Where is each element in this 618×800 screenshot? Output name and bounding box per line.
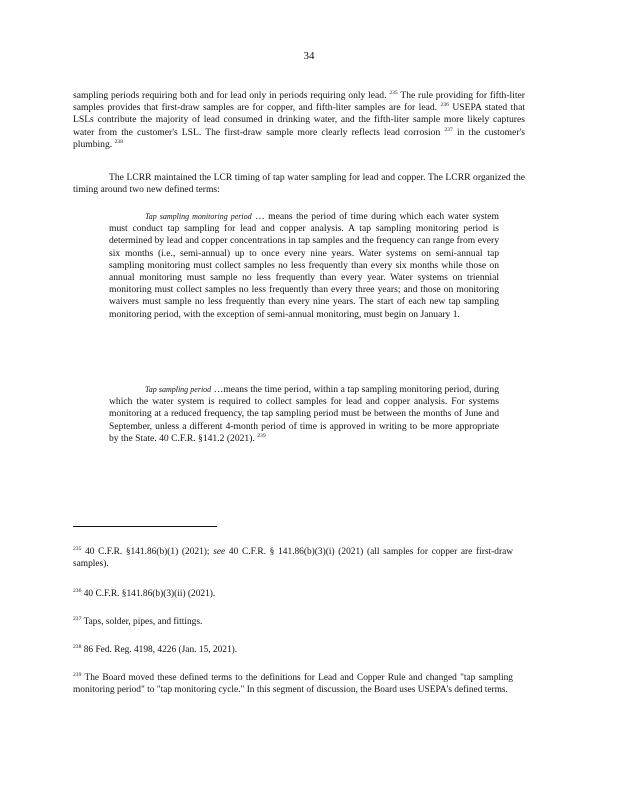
defined-term: Tap sampling monitoring period [145,212,252,221]
page-number: 34 [303,50,315,62]
footnote-235 [73,546,513,570]
footnote-239 [73,672,513,696]
footnote-236 [73,588,513,600]
block-quote-2 [109,384,499,445]
defined-term: Tap sampling period [145,385,212,394]
footnote-ref-239[interactable]: 239 [257,432,266,439]
footnote-number: 236 [73,588,82,594]
footnote-ref-237[interactable]: 237 [444,126,453,133]
footnote-text: Taps, solder, pipes, and fittings. [83,617,203,627]
paragraph-text: The rule providing for fifth-liter samples provides that first-draw samples are for copper, and fifth-liter samples are for lead. [73,90,525,114]
footnote-number: 238 [73,644,82,650]
footnote-238 [73,644,513,656]
footnote-signal: see [213,547,226,557]
body-paragraph-1 [73,90,525,151]
footnote-number: 239 [73,672,82,678]
footnote-ref-238[interactable]: 238 [114,138,123,145]
paragraph-text: sampling periods requiring both and for lead only in periods requiring only lead. [73,90,387,101]
definition-text: …means the time period, within a tap sampling monitoring period, during which the water system is required to collect samples for lead and copper analysis. For systems monitoring at a reduced frequency, the tap sampling period must be between the months of June and September, unless a different 4-month period of time is approved in writing to be more appropriate by the State. 40 C.F.R. §141.2 (2021). [109,384,499,444]
footnote-ref-235[interactable]: 235 [389,90,398,96]
footnote-text: 40 C.F.R. §141.86(b)(1) (2021); [85,547,210,557]
footnote-ref-236[interactable]: 236 [440,102,449,109]
paragraph-text: in the customer's plumbing. [73,126,526,150]
footnote-number: 235 [73,546,82,552]
footnote-number: 237 [73,616,82,622]
body-paragraph-2: The LCRR maintained the LCR timing of tap water sampling for lead and copper. The LCRR organized the timing around two new defined terms: [73,172,525,196]
footnote-237 [73,616,513,628]
footnote-text: 86 Fed. Reg. 4198, 4226 (Jan. 15, 2021). [83,645,238,655]
footnote-separator [73,526,217,527]
footnote-text: 40 C.F.R. § 141.86(b)(3)(i) (2021) (all samples for copper are first-draw samples). [73,547,514,570]
paragraph-text: USEPA stated that LSLs contribute the majority of lead consumed in drinking water, and the fifth-liter sample more likely captures water from the customer's LSL. The first-draw sample more clearly reflects lead corrosion [73,102,525,138]
block-quote-1 [109,211,499,321]
footnote-text: 40 C.F.R. §141.86(b)(3)(ii) (2021). [83,589,216,599]
definition-text: … means the period of time during which each water system must conduct tap sampling for lead and copper analysis. A tap sampling monitoring period is determined by lead and copper concentrations in tap samples and the frequency can range from every six months (i.e., semi-annual) up to once every nine years. Water systems on semi-annual tap sampling monitoring must collect samples no less frequently than every six months while those on annual monitoring must sample no less frequently than every year. Water systems on triennial monitoring must collect samples no less frequently than every three years; and those on monitoring waivers must sample no less frequently than every nine years. The start of each new tap sampling monitoring period, with the exception of semi-annual monitoring, must begin on January 1. [109,211,499,320]
footnote-text: The Board moved these defined terms to the definitions for Lead and Copper Rule and changed "tap sampling monitoring period" to "tap monitoring cycle." In this segment of discussion, the Board uses USEPA's defined terms. [73,673,513,696]
